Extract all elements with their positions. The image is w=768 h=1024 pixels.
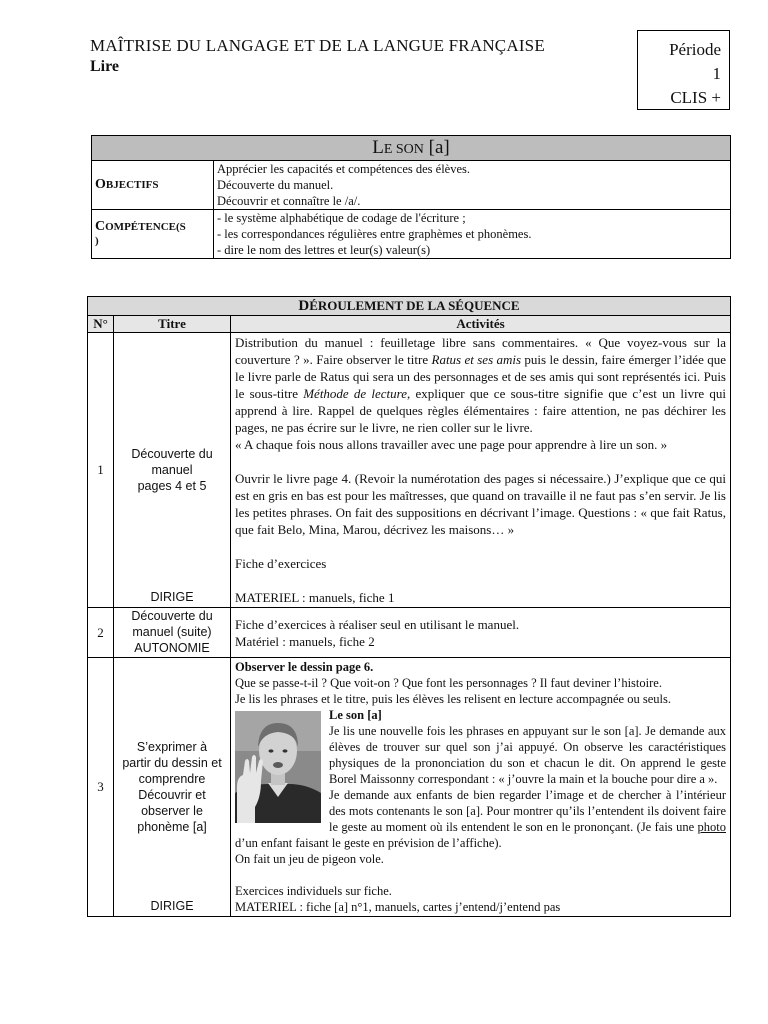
row-number: 1 <box>88 333 114 608</box>
activity-subheading: Le son [a] <box>329 708 382 722</box>
col-header-titre: Titre <box>114 316 231 333</box>
document-subtitle: Lire <box>90 58 120 75</box>
row-number: 2 <box>88 608 114 658</box>
row-mode: AUTONOMIE <box>134 641 210 655</box>
col-header-activites: Activités <box>231 316 731 333</box>
lesson-title: LE SON [a] <box>92 136 731 161</box>
class-name: CLIS + <box>670 88 721 107</box>
competence-item: - les correspondances régulières entre graphèmes et phonèmes. <box>217 227 532 241</box>
row-activities: Distribution du manuel : feuilletage libre sans commentaires. « Que voyez-vous sur la couverture ? ». Faire observer le titre Ratus et ses amis puis le dessin, faire émerger l’idée que le livre parle de Ratus qui sera un des personnages et de ses amis qui sont représentés ici. Puis le sous-titre Méthode de lecture, expliquer que ce sous-titre signifie que c’est un livre qui apprend à lire. Rappel de quelques règles élémentaires : faire attention, ne pas déchirer les pages, ne pas écrire sur le livre, ne rien coller sur le livre. « A chaque fois nous allons travailler avec une page pour apprendre à lire un son. » Ouvrir le livre page 4. (Revoir la numérotation des pages si nécessaire.) J’explique que ce qui est en gris en bas est pour les maîtresses, que quand on travaille il ne faut pas s’en servir. Je lis les petites phrases. On fait des suppositions en décrivant l’image. Questions : « que fait Ratus, que fait Belo, Mina, Marou, décrivez les maisons… » Fiche d’exercices MATERIEL : manuels, fiche 1 <box>231 333 731 608</box>
period-label: Période <box>669 40 721 59</box>
objectif-item: Apprécier les capacités et compétences des élèves. <box>217 162 470 176</box>
row-activities: Observer le dessin page 6. Que se passe-t-il ? Que voit-on ? Que font les personnages ? Il faut deviner l’histoire. Je lis les phrases et le titre, puis les élèves les relisent en lecture accompagnée ou seuls. Le son [a] Je lis une nouvelle fois les phrases en appuyant sur le son [a]. Je demande aux élèves de trouver sur quel son j’ai appuyé. On observe les caractéristiques physiques de la prononciation du son et chacun le dit. On apprend le geste Borel Maissonny correspondant : « j’ouvre la main et la bouche pour dire a ». Je demande aux enfants de bien regarder l’image et de chercher à l’intérieur des mots contenants le son [a]. Pour montrer qu’ils l’entendent ils doivent faire le geste au moment où ils entendent le son en le prononçant. (Je fais une photo d’un enfant faisant le geste en prévision de l’affiche). On fait un jeu de pigeon vole. Exercices individuels sur fiche. MATERIEL : fiche [a] n°1, manuels, cartes j’entend/j’entend pas <box>231 658 731 917</box>
row-title: S’exprimer à partir du dessin et comprendre Découvrir et observer le phonème [a] DIRIGE <box>114 658 231 917</box>
sequence-title: DÉROULEMENT DE LA SÉQUENCE <box>88 297 731 316</box>
competence-item: - le système alphabétique de codage de l'écriture ; <box>217 211 466 225</box>
document-title: MAÎTRISE DU LANGAGE ET DE LA LANGUE FRANÇAISE <box>90 36 545 55</box>
table-row <box>88 608 731 658</box>
objectif-item: Découvrir et connaître le /a/. <box>217 194 361 208</box>
row-activities: Fiche d’exercices à réaliser seul en utilisant le manuel. Matériel : manuels, fiche 2 <box>231 608 731 658</box>
period-box <box>637 30 730 110</box>
period-number: 1 <box>712 64 721 83</box>
photo-link[interactable]: photo <box>697 820 726 834</box>
competence-item: - dire le nom des lettres et leur(s) valeur(s) <box>217 243 431 257</box>
row-title: Découverte du manuel (suite) AUTONOMIE <box>114 608 231 658</box>
row-mode: DIRIGE <box>150 590 194 604</box>
row-title: Découverte du manuel pages 4 et 5 DIRIGE <box>114 333 231 608</box>
competences-label: COMPÉTENCE(S ) <box>92 210 214 259</box>
child-gesture-photo <box>235 711 321 823</box>
table-row <box>88 333 731 608</box>
row-number: 3 <box>88 658 114 917</box>
col-header-num: N° <box>88 316 114 333</box>
objectif-item: Découverte du manuel. <box>217 178 334 192</box>
row-mode: DIRIGE <box>150 899 194 913</box>
lesson-table <box>91 135 731 259</box>
objectifs-content <box>214 161 731 210</box>
table-row <box>88 658 731 917</box>
activity-heading: Observer le dessin page 6. <box>235 660 374 674</box>
objectifs-label: OBJECTIFS <box>92 161 214 210</box>
competences-content <box>214 210 731 259</box>
sequence-table <box>87 296 731 917</box>
